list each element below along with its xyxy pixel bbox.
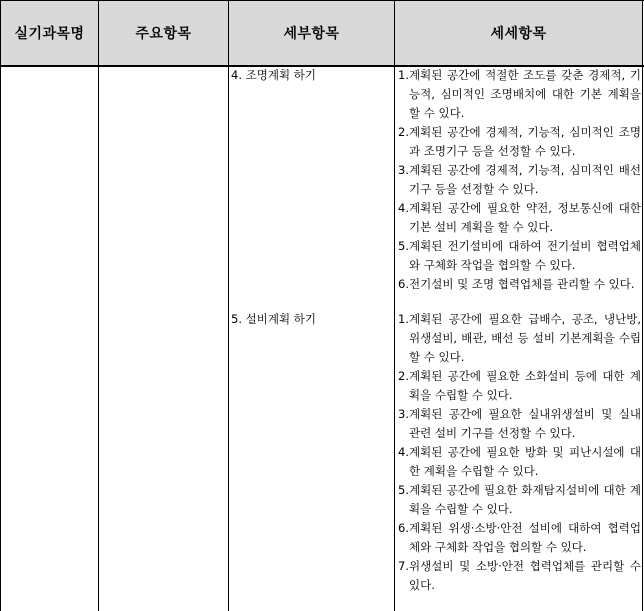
list-item-number: 2. <box>398 369 409 383</box>
list-item-text: 위생설비 및 소방·안전 협력업체를 관리할 수 있다. <box>409 559 641 592</box>
table-right-border <box>642 0 643 611</box>
list-item-number: 5. <box>398 483 409 497</box>
list-item-number: 4. <box>398 201 409 215</box>
column-divider <box>228 0 229 611</box>
list-item <box>398 275 641 294</box>
header-sub-item: 세부항목 <box>229 1 394 65</box>
list-item <box>398 405 641 443</box>
list-item-text: 계획된 공간에 필요한 소화설비 등에 대한 계획을 수립할 수 있다. <box>409 369 641 402</box>
list-item-text: 계획된 전기설비에 대하여 전기설비 협력업체와 구체화 작업을 협의할 수 있다. <box>409 239 641 272</box>
list-item-text: 계획된 공간에 필요한 약전, 정보통신에 대한 기본 설비 계획을 할 수 있다. <box>409 201 641 234</box>
list-item-number: 1. <box>398 312 409 326</box>
header-subject-name: 실기과목명 <box>1 1 98 65</box>
list-item-text: 계획된 공간에 경제적, 기능적, 심미적인 조명과 조명기구 등을 선정할 수 있다. <box>409 125 641 158</box>
list-item-text: 계획된 위생·소방·안전 설비에 대하여 협력업체와 구체화 작업을 협의할 수 있다. <box>409 521 641 554</box>
list-item-number: 2. <box>398 125 409 139</box>
list-item-text: 계획된 공간에 적절한 조도를 갖춘 경제적, 기능적, 심미적인 조명배치에 대한 기본 계획을 할 수 있다. <box>409 68 641 120</box>
list-item <box>398 557 641 595</box>
column-divider <box>98 0 99 611</box>
list-item-text: 계획된 공간에 필요한 급배수, 공조, 냉난방, 위생설비, 배관, 배선 등 설비 기본계획을 수립할 수 있다. <box>409 312 641 364</box>
list-item-number: 3. <box>398 407 409 421</box>
sub-item-lighting-plan: 4. 조명계획 하기 <box>231 68 316 82</box>
list-item <box>398 161 641 199</box>
list-item-text: 계획된 공간에 경제적, 기능적, 심미적인 배선기구 등을 선정할 수 있다. <box>409 163 641 196</box>
list-item <box>398 310 641 367</box>
column-divider <box>394 0 395 611</box>
list-item-text: 계획된 공간에 필요한 방화 및 피난시설에 대한 계획을 수립할 수 있다. <box>409 445 641 478</box>
list-item <box>398 123 641 161</box>
list-item <box>398 367 641 405</box>
list-item <box>398 519 641 557</box>
header-detail-item: 세세항목 <box>395 1 642 65</box>
list-item-number: 5. <box>398 239 409 253</box>
list-item <box>398 66 641 123</box>
list-item-number: 7. <box>398 559 409 573</box>
header-main-item: 주요항목 <box>99 1 228 65</box>
list-item-number: 4. <box>398 445 409 459</box>
list-item-number: 1. <box>398 68 409 82</box>
list-item <box>398 199 641 237</box>
list-item <box>398 443 641 481</box>
list-item-text: 계획된 공간에 필요한 화재탐지설비에 대한 계획을 수립할 수 있다. <box>409 483 641 516</box>
detail-list-lighting-plan <box>398 66 641 294</box>
list-item-text: 계획된 공간에 필요한 실내위생설비 및 실내 관련 설비 기구를 선정할 수 있다. <box>409 407 641 440</box>
detail-list-facility-plan <box>398 310 641 595</box>
table-left-border <box>0 0 1 611</box>
sub-item-facility-plan: 5. 설비계획 하기 <box>231 312 316 326</box>
list-item-number: 6. <box>398 277 409 291</box>
list-item <box>398 237 641 275</box>
list-item-text: 전기설비 및 조명 협력업체를 관리할 수 있다. <box>409 277 635 291</box>
list-item-number: 3. <box>398 163 409 177</box>
table-top-border <box>0 0 644 1</box>
list-item-number: 6. <box>398 521 409 535</box>
list-item <box>398 481 641 519</box>
